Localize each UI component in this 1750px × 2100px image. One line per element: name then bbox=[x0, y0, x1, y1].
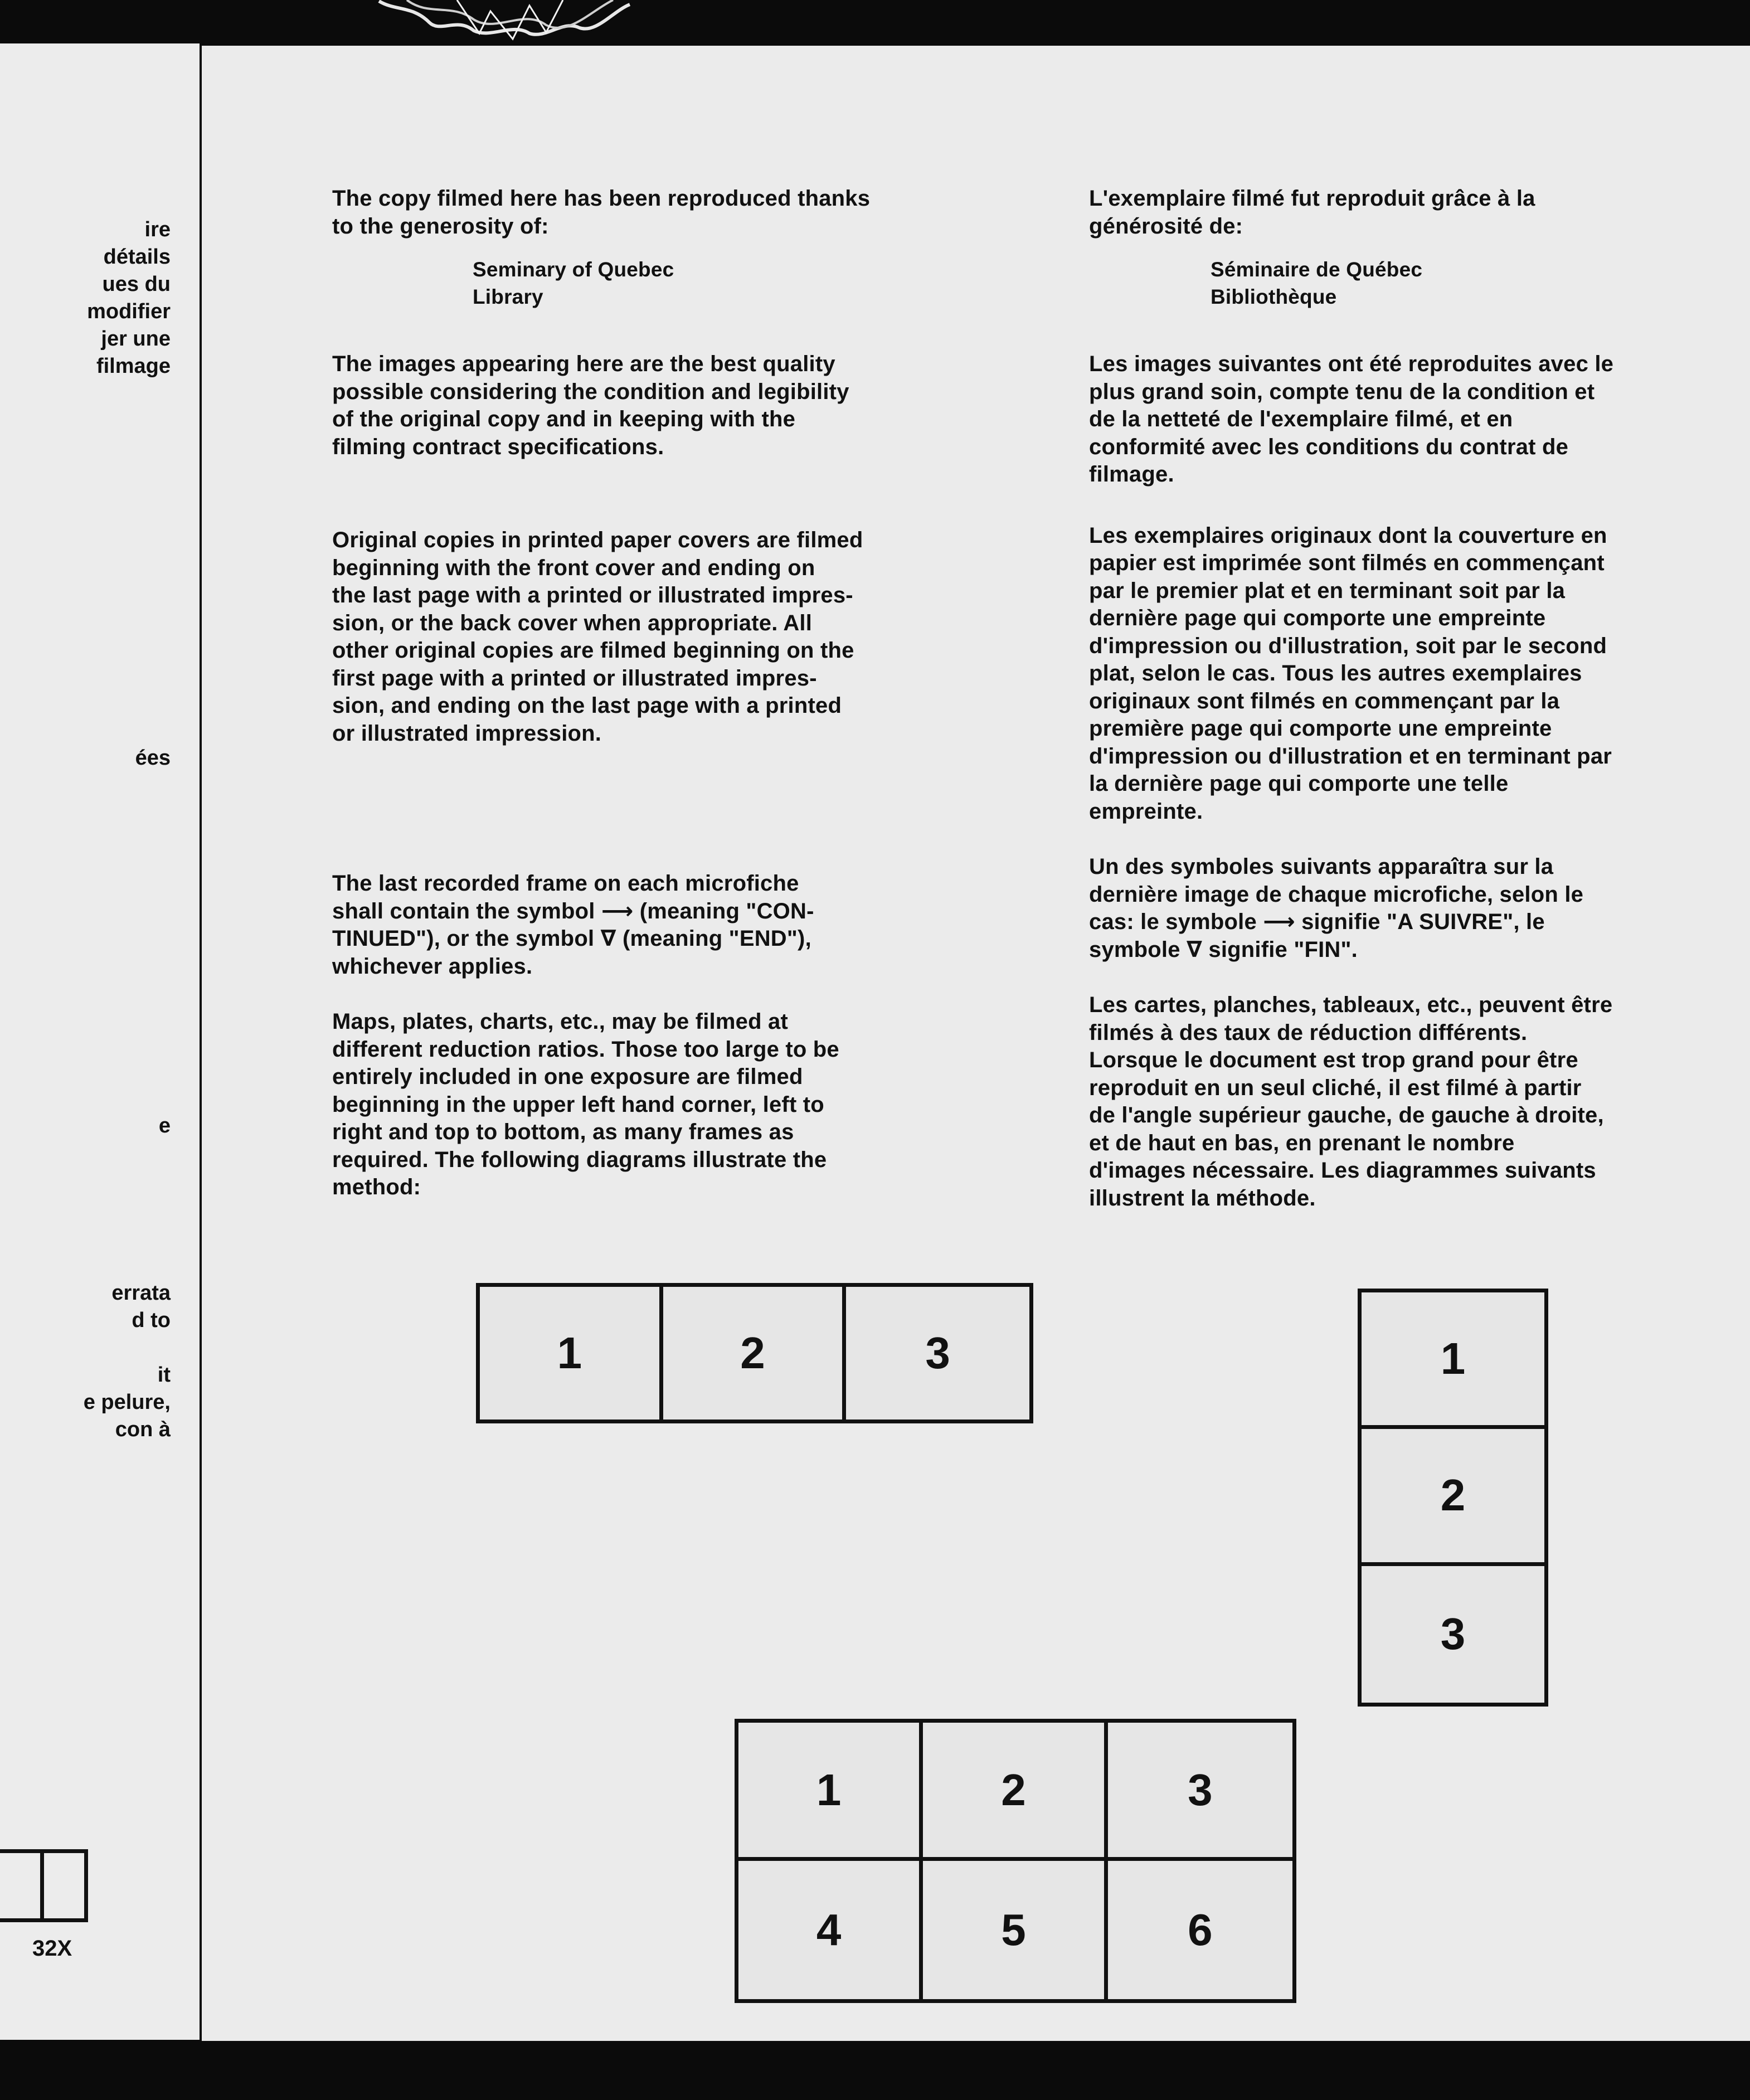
fragment-line: d to bbox=[132, 1309, 171, 1332]
fragment-line: détails bbox=[103, 245, 171, 269]
frame-cell: 1 bbox=[1362, 1292, 1544, 1429]
target-box bbox=[0, 1853, 40, 1918]
frame-cell: 3 bbox=[925, 1328, 950, 1378]
fragment-line: e bbox=[158, 1114, 171, 1138]
fragment-line: ire bbox=[144, 218, 171, 241]
frame-cell: 2 bbox=[663, 1287, 847, 1420]
frame-cell: 1 bbox=[480, 1287, 663, 1420]
english-intro: The copy filmed here has been reproduced thanks to the generosity of: bbox=[332, 186, 871, 239]
fragment-line: filmage bbox=[96, 354, 171, 378]
english-paragraph-symbols: The last recorded frame on each microfiche shall contain the symbol ⟶ (meaning "CON- TINUED"), or the symbol ∇ (meaning "END"), whichever applies. bbox=[332, 871, 814, 979]
fragment-line: it bbox=[157, 1363, 171, 1387]
target-box bbox=[40, 1853, 84, 1918]
fragment-line: e pelure, bbox=[83, 1391, 171, 1414]
french-paragraph-symbols: Un des symboles suivants apparaîtra sur la dernière image de chaque microfiche, selon le cas: le symbole ⟶ signifie "A SUIVRE", le symbole ∇ signifie "FIN". bbox=[1089, 854, 1584, 962]
previous-page-fragment bbox=[0, 43, 200, 2040]
fragment-line: ues du bbox=[102, 273, 171, 296]
frame-cell: 2 bbox=[1362, 1429, 1544, 1566]
english-institution: Seminary of Quebec Library bbox=[473, 258, 674, 308]
frame-cell: 4 bbox=[738, 1861, 923, 1999]
scan-debris bbox=[346, 0, 646, 43]
frame-cell: 3 bbox=[1108, 1723, 1292, 1861]
frame-cell: 6 bbox=[1188, 1905, 1213, 1955]
english-paragraph-covers: Original copies in printed paper covers are filmed beginning with the front cover and ending on the last page with a printed or illustrated impres- sion, or the back cover when appropriate. All other original copies are filmed beginning on the first page with a printed or illustrated impres- sion, and ending on the last page with a printed or illustrated impression. bbox=[332, 528, 863, 746]
french-intro: L'exemplaire filmé fut reproduit grâce à la générosité de: bbox=[1089, 186, 1535, 239]
french-paragraph-maps: Les cartes, planches, tableaux, etc., peuvent être filmés à des taux de réduction différents. Lorsque le document est trop grand pour être reproduit en un seul cliché, il est filmé à partir de l'angle supérieur gauche, de gauche à droite, et de haut en bas, en prenant le nombre d'images nécessaire. Les diagrammes suivants illustrent la méthode. bbox=[1089, 993, 1613, 1211]
french-paragraph-quality: Les images suivantes ont été reproduites avec le plus grand soin, compte tenu de la condition et de la netteté de l'exemplaire filmé, et en conformité avec les conditions du contrat de filmage. bbox=[1089, 352, 1614, 487]
vertical-frames-diagram bbox=[1358, 1289, 1548, 1707]
target-boxes bbox=[0, 1849, 88, 1922]
english-column bbox=[332, 185, 1168, 1202]
fragment-line: ées bbox=[135, 746, 171, 770]
english-paragraph-quality: The images appearing here are the best quality possible considering the condition and legibility of the original copy and in keeping with the filming contract specifications. bbox=[332, 352, 849, 459]
microfiche-target-page bbox=[202, 46, 1750, 2041]
frame-cell: 2 bbox=[923, 1723, 1107, 1861]
horizontal-frames-diagram bbox=[476, 1283, 1033, 1423]
grid-frames-diagram bbox=[735, 1719, 1296, 2003]
fragment-line: errata bbox=[111, 1281, 171, 1305]
fragment-line: jer une bbox=[101, 327, 171, 351]
french-paragraph-covers: Les exemplaires originaux dont la couverture en papier est imprimée sont filmés en commençant par le premier plat et en terminant soit par la dernière page qui comporte une empreinte d'impression ou d'illustration, soit par le second plat, selon le cas. Tous les autres exemplaires originaux sont filmés en commençant par la première page qui comporte une empreinte d'impression ou d'illustration et en terminant par la dernière page qui comporte une telle empreinte. bbox=[1089, 523, 1612, 824]
french-column bbox=[1089, 185, 1736, 1212]
frame-cell: 3 bbox=[1440, 1609, 1466, 1659]
magnification-label: 32X bbox=[32, 1936, 72, 1961]
frame-cell: 5 bbox=[923, 1861, 1107, 1999]
fragment-line: con à bbox=[115, 1418, 171, 1441]
fragment-line: modifier bbox=[87, 300, 171, 323]
frame-cell: 1 bbox=[738, 1723, 923, 1861]
english-paragraph-maps: Maps, plates, charts, etc., may be filmed at different reduction ratios. Those too large to be entirely included in one exposure are filmed beginning in the upper left hand corner, left to right and top to bottom, as many frames as required. The following diagrams illustrate the method: bbox=[332, 1009, 839, 1199]
french-institution: Séminaire de Québec Bibliothèque bbox=[1211, 258, 1423, 308]
